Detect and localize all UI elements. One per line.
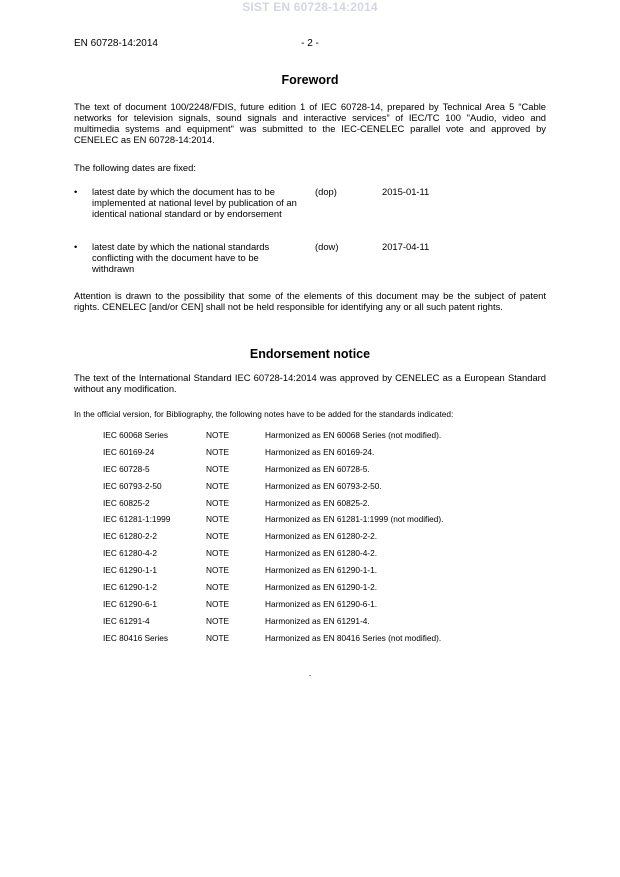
note-label: NOTE: [206, 632, 230, 643]
harmonized-text: Harmonized as EN 61280-4-2.: [265, 548, 378, 559]
harmonized-text: Harmonized as EN 61280-2-2.: [265, 531, 378, 542]
bibliography-intro: In the official version, for Bibliography, the following notes have to be added for the standards indicated:: [74, 409, 454, 419]
harmonized-text: Harmonized as EN 80416 Series (not modified).: [265, 632, 442, 643]
note-label: NOTE: [206, 430, 230, 440]
foreword-intro: The text of document 100/2248/FDIS, future edition 1 of IEC 60728-14, prepared by Technical Area 5 “Cable networks for television signals, sound signals and interactive services” of IEC/TC 100 "Audio, video and multimedia systems and equipment" was submitted to the IEC-CENELEC parallel vote and approved by CENELEC as EN 60728-14:2014.: [74, 101, 546, 145]
standard-ref: IEC 60728-5: [103, 463, 150, 474]
harmonized-text: Harmonized as EN 60793-2-50.: [265, 480, 382, 491]
bullet: •: [74, 186, 78, 197]
table-row: [103, 565, 523, 582]
standard-ref: IEC 60068 Series: [103, 430, 169, 440]
standard-ref: IEC 61290-1-2: [103, 582, 157, 593]
date-value: 2015-01-11: [382, 186, 430, 197]
table-row: [103, 633, 523, 650]
date-code: (dow): [315, 241, 339, 252]
header-page-number: - 2 -: [301, 38, 319, 49]
note-label: NOTE: [206, 480, 230, 491]
date-description: latest date by which the national standards conflicting with the document have to be withdrawn: [92, 241, 270, 274]
note-label: NOTE: [206, 615, 230, 626]
patent-notice: Attention is drawn to the possibility that some of the elements of this document may be the subject of patent rights. CENELEC [and/or CEN] shall not be held responsible for identifying any or all such patent rights.: [74, 290, 546, 312]
bibliography-notes-table: [103, 430, 523, 650]
header-doc-id: EN 60728-14:2014: [74, 38, 158, 49]
harmonized-text: Harmonized as EN 61290-1-1.: [265, 565, 378, 576]
table-row: [103, 514, 523, 531]
table-row: [103, 599, 523, 616]
standard-ref: IEC 61291-4: [103, 615, 150, 626]
standard-ref: IEC 60169-24: [103, 446, 155, 457]
harmonized-text: Harmonized as EN 60728-5.: [265, 463, 370, 474]
table-row: [103, 430, 523, 447]
standard-ref: IEC 60825-2: [103, 497, 150, 508]
standard-ref: IEC 61280-2-2: [103, 531, 157, 542]
harmonized-text: Harmonized as EN 60825-2.: [265, 497, 370, 508]
endorsement-text: The text of the International Standard IEC 60728-14:2014 was approved by CENELEC as a European Standard without any modification.: [74, 372, 546, 394]
note-label: NOTE: [206, 497, 230, 508]
watermark: SIST EN 60728-14:2014: [242, 0, 378, 14]
note-label: NOTE: [206, 531, 230, 542]
table-row: [103, 447, 523, 464]
note-label: NOTE: [206, 565, 230, 576]
harmonized-text: Harmonized as EN 61290-6-1.: [265, 598, 378, 609]
note-label: NOTE: [206, 548, 230, 559]
standard-ref: IEC 61290-1-1: [103, 565, 157, 576]
standard-ref: IEC 60793-2-50: [103, 480, 162, 491]
note-label: NOTE: [206, 446, 230, 457]
table-row: [103, 481, 523, 498]
note-label: NOTE: [206, 514, 230, 525]
date-code: (dop): [315, 186, 337, 197]
harmonized-text: Harmonized as EN 61291-4.: [265, 615, 370, 626]
foreword-title: Foreword: [281, 73, 339, 87]
harmonized-text: Harmonized as EN 61281-1:1999 (not modified).: [265, 514, 444, 525]
standard-ref: IEC 80416 Series: [103, 632, 169, 643]
harmonized-text: Harmonized as EN 60068 Series (not modified).: [265, 430, 442, 440]
harmonized-text: Harmonized as EN 61290-1-2.: [265, 582, 378, 593]
standard-ref: IEC 61280-4-2: [103, 548, 157, 559]
table-row: [103, 548, 523, 565]
table-row: [103, 498, 523, 515]
table-row: [103, 464, 523, 481]
note-label: NOTE: [206, 598, 230, 609]
table-row: [103, 616, 523, 633]
standard-ref: IEC 61281-1:1999: [103, 514, 171, 525]
dates-intro: The following dates are fixed:: [74, 162, 196, 173]
note-label: NOTE: [206, 463, 230, 474]
endorsement-title: Endorsement notice: [249, 347, 371, 361]
bullet: •: [74, 241, 78, 252]
date-value: 2017-04-11: [382, 241, 430, 252]
standard-ref: IEC 61290-6-1: [103, 598, 157, 609]
note-label: NOTE: [206, 582, 230, 593]
harmonized-text: Harmonized as EN 60169-24.: [265, 446, 375, 457]
date-description: latest date by which the document has to be implemented at national level by publication of an identical national standard or by endorsement: [92, 186, 297, 219]
table-row: [103, 582, 523, 599]
footer-dot: .: [308, 668, 312, 678]
table-row: [103, 531, 523, 548]
